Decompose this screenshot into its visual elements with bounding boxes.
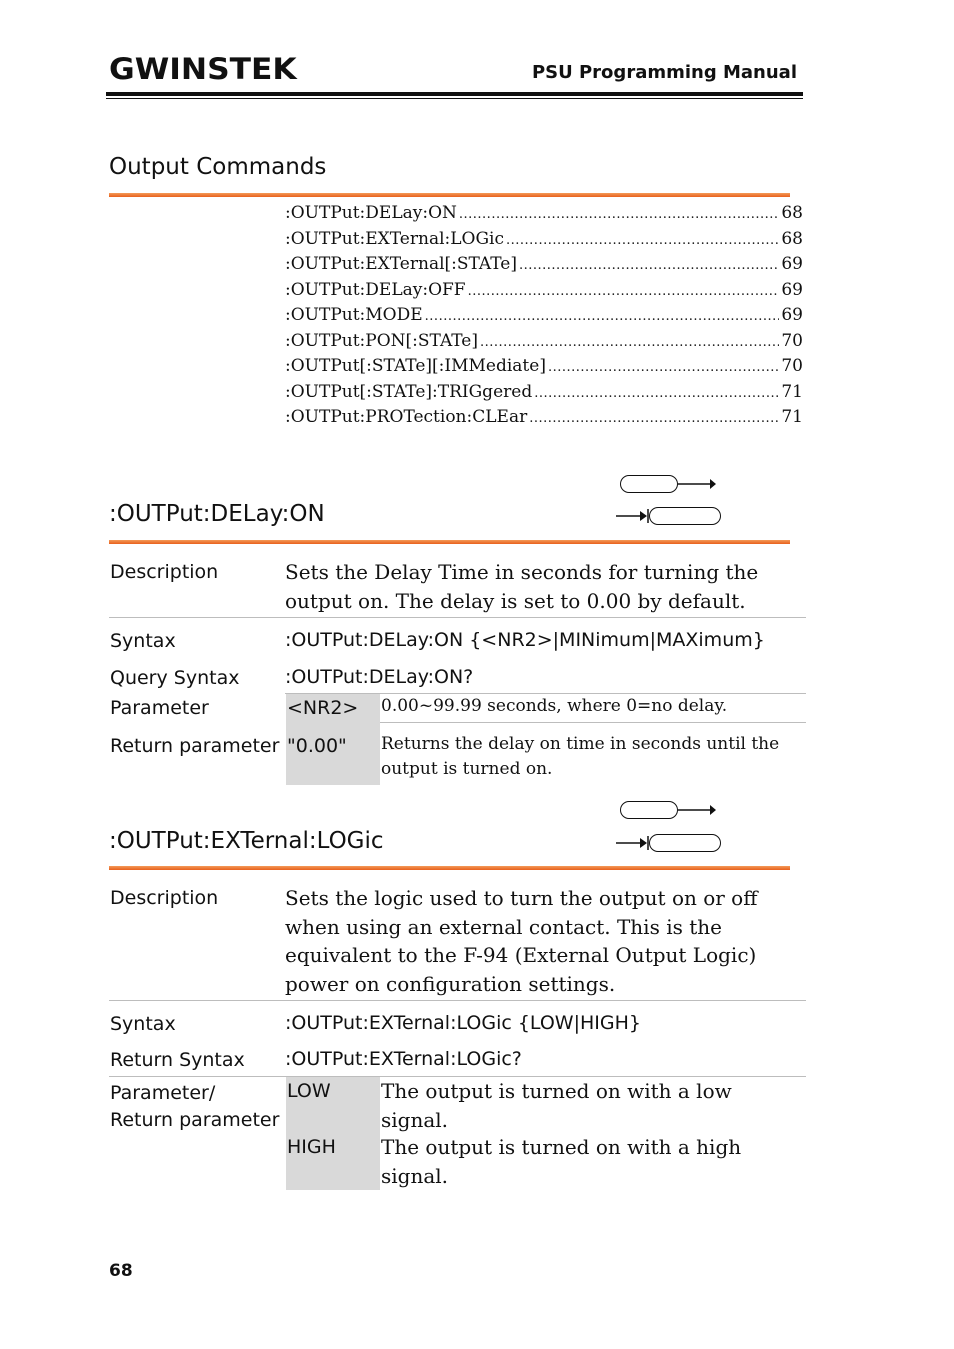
command-title: :OUTPut:DELay:ON — [109, 501, 325, 527]
query-syntax-label: Query Syntax — [110, 667, 240, 689]
toc-command: :OUTPut:DELay:OFF — [285, 279, 466, 300]
set-command-icon — [620, 473, 720, 497]
command-rule — [109, 866, 790, 870]
query-command-icon — [614, 831, 714, 855]
toc-page: 68 — [781, 228, 803, 249]
toc-item[interactable] — [285, 254, 803, 280]
toc-page: 71 — [781, 407, 803, 427]
toc-page: 69 — [781, 305, 803, 325]
toc-list — [285, 203, 803, 433]
syntax-text: :OUTPut:DELay:ON {<NR2>|MINimum|MAXimum} — [285, 629, 765, 651]
description-text: Sets the logic used to turn the output on or off when using an external contact. This is the equivalent to the F-94 (External Output Logic) power on configuration settings. — [285, 886, 758, 996]
toc-page: 69 — [781, 279, 803, 300]
section-title: Output Commands — [109, 154, 327, 180]
page-number: 68 — [109, 1261, 133, 1281]
syntax-text: :OUTPut:EXTernal:LOGic {LOW|HIGH} — [285, 1012, 641, 1034]
toc-item[interactable] — [285, 280, 803, 306]
parameter-desc: 0.00~99.99 seconds, where 0=no delay. — [381, 696, 728, 716]
return-parameter-key: "0.00" — [287, 735, 347, 757]
parameter-desc-high: The output is turned on with a high signal. — [381, 1135, 742, 1188]
parameter-key-low: LOW — [287, 1080, 331, 1102]
section-rule — [109, 193, 790, 197]
description-text: Sets the Delay Time in seconds for turning the output on. The delay is set to 0.00 by default. — [285, 560, 759, 613]
parameter-return-label: Parameter/ Return parameter — [110, 1082, 280, 1131]
set-command-icon — [620, 799, 720, 823]
toc-item[interactable] — [285, 203, 803, 229]
toc-page: 70 — [781, 330, 803, 351]
return-syntax-text: :OUTPut:EXTernal:LOGic? — [285, 1048, 522, 1070]
parameter-key-high: HIGH — [287, 1136, 336, 1158]
description-label: Description — [110, 887, 219, 909]
syntax-label: Syntax — [110, 1013, 176, 1035]
header-rule-thin — [106, 98, 803, 99]
parameter-key: <NR2> — [287, 697, 359, 719]
toc-page: 71 — [781, 381, 803, 402]
toc-item[interactable] — [285, 407, 803, 433]
toc-item[interactable] — [285, 331, 803, 357]
toc-page: 68 — [781, 203, 803, 223]
return-parameter-label: Return parameter — [110, 735, 280, 757]
toc-command: :OUTPut:PROTection:CLEar — [285, 407, 528, 427]
toc-command: :OUTPut[:STATe][:IMMediate] — [285, 356, 546, 376]
toc-item[interactable] — [285, 305, 803, 331]
return-syntax-label: Return Syntax — [110, 1049, 245, 1071]
query-command-icon — [614, 504, 714, 528]
manual-title: PSU Programming Manual — [531, 62, 797, 83]
command-title: :OUTPut:EXTernal:LOGic — [109, 828, 384, 854]
toc-item[interactable] — [285, 382, 803, 408]
command-rule — [109, 540, 790, 544]
divider — [109, 617, 806, 618]
toc-command: :OUTPut:MODE — [285, 305, 423, 325]
toc-command: :OUTPut:EXTernal:LOGic — [285, 228, 505, 249]
query-syntax-text: :OUTPut:DELay:ON? — [285, 666, 474, 688]
parameter-desc-low: The output is turned on with a low signal. — [381, 1079, 732, 1132]
toc-command: :OUTPut[:STATe]:TRIGgered — [285, 381, 533, 402]
header-rule — [106, 92, 803, 96]
toc-command: :OUTPut:EXTernal[:STATe] — [285, 254, 517, 274]
parameter-label: Parameter — [110, 697, 209, 719]
return-parameter-desc: Returns the delay on time in seconds until the output is turned on. — [381, 734, 780, 779]
toc-command: :OUTPut:DELay:ON — [285, 203, 457, 223]
description-label: Description — [110, 561, 219, 583]
divider — [380, 722, 806, 723]
toc-item[interactable] — [285, 356, 803, 382]
divider — [109, 1000, 806, 1001]
gw-instek-logo: GWINSTEK — [109, 52, 297, 86]
toc-item[interactable] — [285, 229, 803, 255]
syntax-label: Syntax — [110, 630, 176, 652]
toc-command: :OUTPut:PON[:STATe] — [285, 330, 479, 351]
toc-page: 70 — [781, 356, 803, 376]
toc-page: 69 — [781, 254, 803, 274]
